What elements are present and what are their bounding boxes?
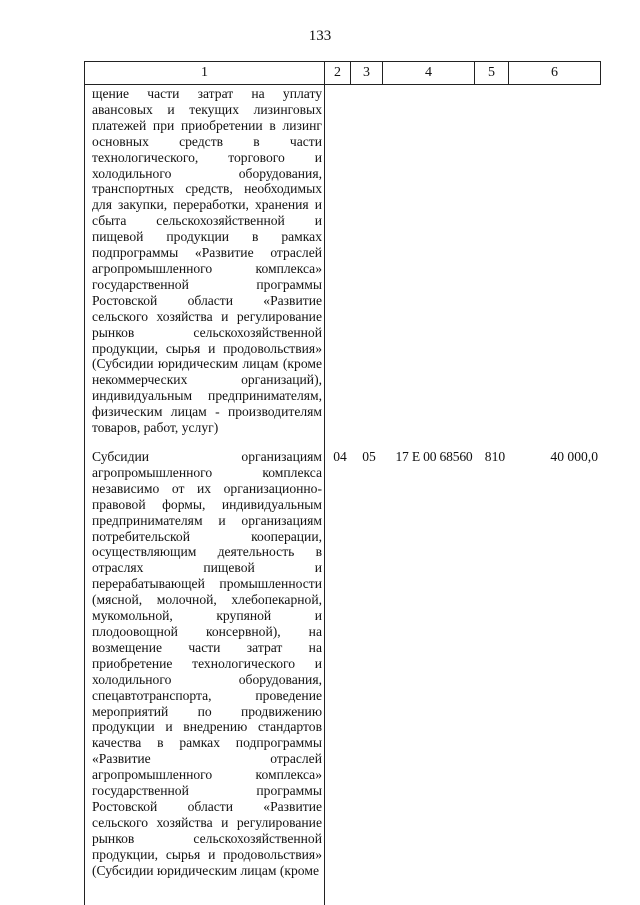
section-code: 04 [333,449,347,464]
header-row [85,62,601,85]
subsection-code: 05 [362,449,376,464]
header-col-1: 1 [85,62,325,85]
column-divider [324,84,325,905]
table-header [84,61,601,85]
header-col-5: 5 [475,62,509,85]
row-description: Субсидии организациям агропромышленного комплекса независимо от их организационно-правовой формы, индивидуальным предпринимателям и организациям потребительской кооперации, осуществляющим деятельность в отраслях пищевой и перерабатывающей промышленности (мясной, молочной, хлебопекарной, мукомольной, крупяной и плодоовощной консервной), на возмещение части затрат на приобретение технологического и холодильного оборудования, спецавтотранспорта, проведение мероприятий по продвижению продукции и внедрению стандартов качества в рамках подпрограммы «Развитие отраслей агропромышленного комплекса» государственной программы Ростовской области «Развитие сельского хозяйства и регулирование рынков сельскохозяйственной продукции, сырья и продовольствия» (Субсидии юридическим лицам (кроме [92,449,322,878]
column-divider [84,84,85,905]
expense-type-code: 810 [484,449,506,464]
header-col-2: 2 [325,62,351,85]
header-col-3: 3 [351,62,383,85]
row-description: щение части затрат на уплату авансовых и текущих лизинговых платежей при приобретении в лизинг основных средств в части технологического, торгового и холодильного оборудования, транспортных средств, необходимых для закупки, переработки, хранения и сбыта сельскохозяйственной и пищевой продукции в рамках подпрограммы «Развитие отраслей агропромышленного комплекса» государственной программы Ростовской области «Развитие сельского хозяйства и регулирование рынков сельскохозяйственной продукции, сырья и продовольствия» (Субсидии юридическим лицам (кроме некоммерческих организаций), индивидуальным предпринимателям, физическим лицам - производителям товаров, работ, услуг) [92,86,322,436]
header-col-6: 6 [509,62,601,85]
header-col-4: 4 [383,62,475,85]
target-article-code: 17 Е 00 68560 [395,449,473,464]
page-number: 133 [308,28,332,44]
amount-value: 40 000,0 [550,449,598,464]
